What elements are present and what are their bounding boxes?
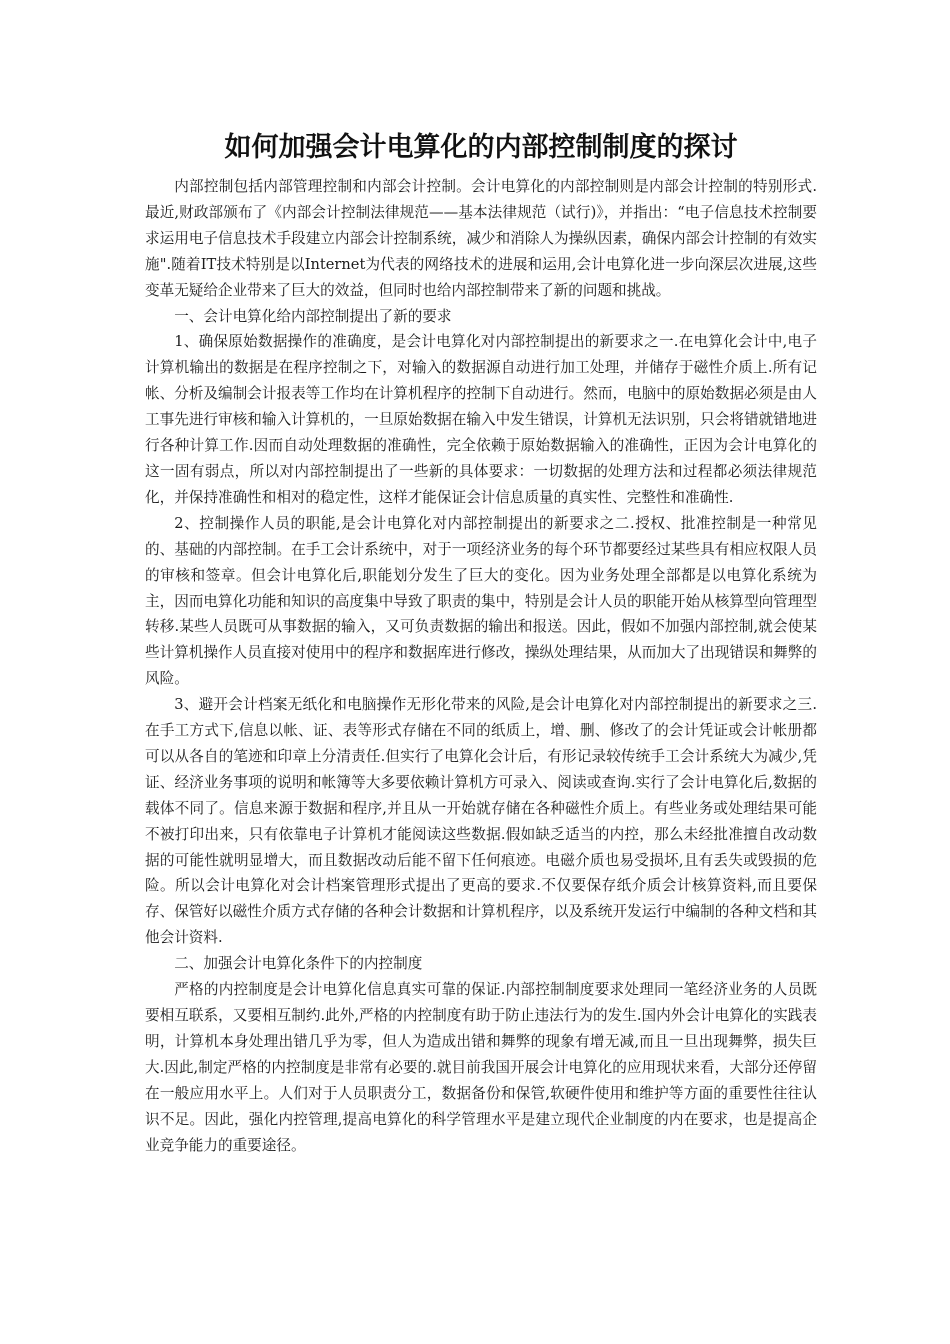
body-paragraph-2: 2、控制操作人员的职能,是会计电算化对内部控制提出的新要求之二.授权、批准控制是一种常见的、基础的内部控制。在手工会计系统中，对于一项经济业务的每个环节都要经过某些具有相应权限人员的审核和签章。但会计电算化后,职能划分发生了巨大的变化。因为业务处理全部都是以电算化系统为主，因而电算化功能和知识的高度集中导致了职责的集中，特别是会计人员的职能开始从核算型向管理型转移.某些人员既可从事数据的输入，又可负责数据的输出和报送。因此，假如不加强内部控制,就会使某些计算机操作人员直接对使用中的程序和数据库进行修改，操纵处理结果，从而加大了出现错误和舞弊的风险。 bbox=[145, 514, 817, 688]
document-title: 如何加强会计电算化的内部控制制度的探讨 bbox=[224, 132, 738, 163]
document-page bbox=[145, 128, 817, 1158]
body-paragraph-1: 1、确保原始数据操作的准确度，是会计电算化对内部控制提出的新要求之一.在电算化会计中,电子计算机输出的数据是在程序控制之下，对输入的数据源自动进行加工处理，并储存于磁性介质上.所有记帐、分析及编制会计报表等工作均在计算机程序的控制下自动进行。然而，电脑中的原始数据必须是由人工事先进行审核和输入计算机的，一旦原始数据在输入中发生错误，计算机无法识别，只会将错就错地进行各种计算工作.因而自动处理数据的准确性，完全依赖于原始数据输入的准确性，正因为会计电算化的这一固有弱点，所以对内部控制提出了一些新的具体要求：一切数据的处理方法和过程都必须法律规范化，并保持准确性和相对的稳定性，这样才能保证会计信息质量的真实性、完整性和准确性. bbox=[145, 333, 817, 506]
body-paragraph-4: 严格的内控制度是会计电算化信息真实可靠的保证.内部控制制度要求处理同一笔经济业务的人员既要相互联系，又要相互制约.此外,严格的内控制度有助于防止违法行为的发生.国内外会计电算化的实践表明，计算机本身处理出错几乎为零，但人为造成出错和舞弊的现象有增无减,而且一旦出现舞弊，损失巨大.因此,制定严格的内控制度是非常有必要的.就目前我国开展会计电算化的应用现状来看，大部分还停留在一般应用水平上。人们对于人员职责分工，数据备份和保管,软硬件使用和维护等方面的重要性往往认识不足。因此，强化内控管理,提高电算化的科学管理水平是建立现代企业制度的内在要求，也是提高企业竞争能力的重要途径。 bbox=[145, 981, 817, 1154]
intro-paragraph: 内部控制包括内部管理控制和内部会计控制。会计电算化的内部控制则是内部会计控制的特别形式.最近,财政部颁布了《内部会计控制法律规范——基本法律规范（试行)》，并指出：“电子信息技术控制要求运用电子信息技术手段建立内部会计控制系统，减少和消除人为操纵因素，确保内部会计控制的有效实施".随着IT技术特别是以Internet为代表的网络技术的进展和运用,会计电算化进一步向深层次进展,这些变革无疑给企业带来了巨大的效益，但同时也给内部控制带来了新的问题和挑战。 bbox=[145, 178, 817, 299]
section-heading-2: 二、加强会计电算化条件下的内控制度 bbox=[174, 955, 423, 973]
body-paragraph-3: 3、避开会计档案无纸化和电脑操作无形化带来的风险,是会计电算化对内部控制提出的新要求之三.在手工方式下,信息以帐、证、表等形式存储在不同的纸质上，增、删、修改了的会计凭证或会计帐册都可以从各自的笔迹和印章上分清责任.但实行了电算化会计后，有形记录较传统手工会计系统大为减少,凭证、经济业务事项的说明和帐簿等大多要依赖计算机方可录入、阅读或查询.实行了会计电算化后,数据的载体不同了。信息来源于数据和程序,并且从一开始就存储在各种磁性介质上。有些业务或处理结果可能不被打印出来，只有依靠电子计算机才能阅读这些数据.假如缺乏适当的内控，那么未经批准擅自改动数据的可能性就明显增大，而且数据改动后能不留下任何痕迹。电磁介质也易受损坏,且有丢失或毁损的危险。所以会计电算化对会计档案管理形式提出了更高的要求.不仅要保存纸介质会计核算资料,而且要保存、保管好以磁性介质方式存储的各种会计数据和计算机程序，以及系统开发运行中编制的各种文档和其他会计资料. bbox=[145, 696, 817, 947]
section-heading-1: 一、会计电算化给内部控制提出了新的要求 bbox=[174, 307, 452, 325]
